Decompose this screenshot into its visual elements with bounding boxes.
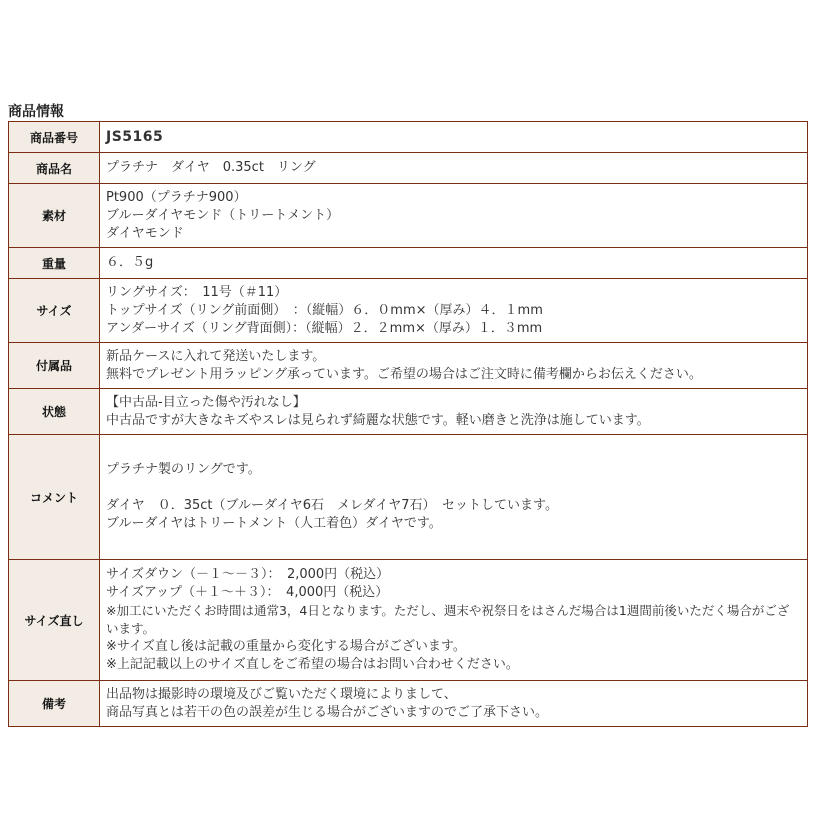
row-remarks bbox=[9, 681, 808, 727]
value-line: 新品ケースに入れて発送いたします。 bbox=[106, 348, 326, 364]
value-line: ６．５g bbox=[106, 255, 154, 270]
value-line bbox=[106, 479, 801, 497]
value-line: サイズアップ（＋１～＋３）： 4,000円（税込） bbox=[106, 585, 389, 600]
row-value bbox=[100, 279, 808, 343]
value-line: JS5165 bbox=[106, 129, 164, 145]
row-resizing bbox=[9, 560, 808, 681]
row-value bbox=[100, 153, 808, 184]
value-line: プラチナ製のリングです。 bbox=[106, 462, 261, 477]
row-value bbox=[100, 681, 808, 727]
row-value bbox=[100, 560, 808, 681]
row-label: サイズ直し bbox=[9, 560, 100, 681]
row-item-name bbox=[9, 153, 808, 184]
row-label: 付属品 bbox=[9, 343, 100, 389]
row-value bbox=[100, 343, 808, 389]
value-line: 【中古品-目立った傷や汚れなし】 bbox=[106, 394, 306, 410]
value-line: ダイヤ ０．35ct（ブルーダイヤ6石 メレダイヤ7石） セットしています。 bbox=[106, 498, 558, 513]
value-line: 商品写真とは若干の色の誤差が生じる場合がございますのでご了承下さい。 bbox=[106, 704, 549, 720]
value-line: トップサイズ（リング前面側） ：（縦幅）６．０mm×（厚み）４．１mm bbox=[106, 302, 543, 318]
value-line: サイズダウン（－１～－３）： 2,000円（税込） bbox=[106, 567, 390, 582]
row-label: コメント bbox=[9, 435, 100, 560]
row-label: サイズ bbox=[9, 279, 100, 343]
row-value bbox=[100, 184, 808, 248]
row-label: 商品番号 bbox=[9, 122, 100, 153]
value-line: アンダーサイズ（リング背面側）：（縦幅）２．２mm×（厚み）１．３mm bbox=[106, 320, 543, 336]
value-line bbox=[106, 443, 801, 461]
value-line: ※サイズ直し後は記載の重量から変化する場合がございます。 bbox=[106, 639, 466, 654]
row-value bbox=[100, 122, 808, 153]
product-info-table bbox=[8, 121, 808, 727]
value-line: Pt900（プラチナ900） bbox=[106, 189, 247, 205]
row-comment bbox=[9, 435, 808, 560]
row-value bbox=[100, 435, 808, 560]
row-label: 重量 bbox=[9, 248, 100, 279]
value-line bbox=[106, 533, 801, 551]
value-line: ※加工にいただくお時間は通常3，4日となります。ただし、週末や祝祭日をはさんだ場合は1週間前後いただく場合がございます。 bbox=[106, 603, 790, 636]
row-value bbox=[100, 389, 808, 435]
value-line: 出品物は撮影時の環境及びご覧いただく環境によりまして、 bbox=[106, 686, 457, 702]
row-label: 商品名 bbox=[9, 153, 100, 184]
value-line: リングサイズ： 11号（＃11） bbox=[106, 284, 288, 300]
value-line: ※上記記載以上のサイズ直しをご希望の場合はお問い合わせください。 bbox=[106, 657, 519, 672]
row-item-number bbox=[9, 122, 808, 153]
row-condition bbox=[9, 389, 808, 435]
value-line: プラチナ ダイヤ 0.35ct リング bbox=[106, 160, 316, 175]
row-label: 素材 bbox=[9, 184, 100, 248]
row-size bbox=[9, 279, 808, 343]
row-label: 状態 bbox=[9, 389, 100, 435]
row-label: 備考 bbox=[9, 681, 100, 727]
value-line: ブルーダイヤモンド（トリートメント） bbox=[106, 207, 340, 223]
row-accessories bbox=[9, 343, 808, 389]
value-line: ブルーダイヤはトリートメント（人工着色）ダイヤです。 bbox=[106, 516, 442, 531]
row-weight bbox=[9, 248, 808, 279]
row-material bbox=[9, 184, 808, 248]
value-line: 無料でプレゼント用ラッピング承っています。ご希望の場合はご注文時に備考欄からお伝えください。 bbox=[106, 366, 702, 382]
value-line: 中古品ですが大きなキズやスレは見られず綺麗な状態です。軽い磨きと洗浄は施しています。 bbox=[106, 412, 650, 428]
row-value bbox=[100, 248, 808, 279]
value-line: ダイヤモンド bbox=[106, 225, 184, 241]
section-title: 商品情報 bbox=[8, 104, 64, 120]
